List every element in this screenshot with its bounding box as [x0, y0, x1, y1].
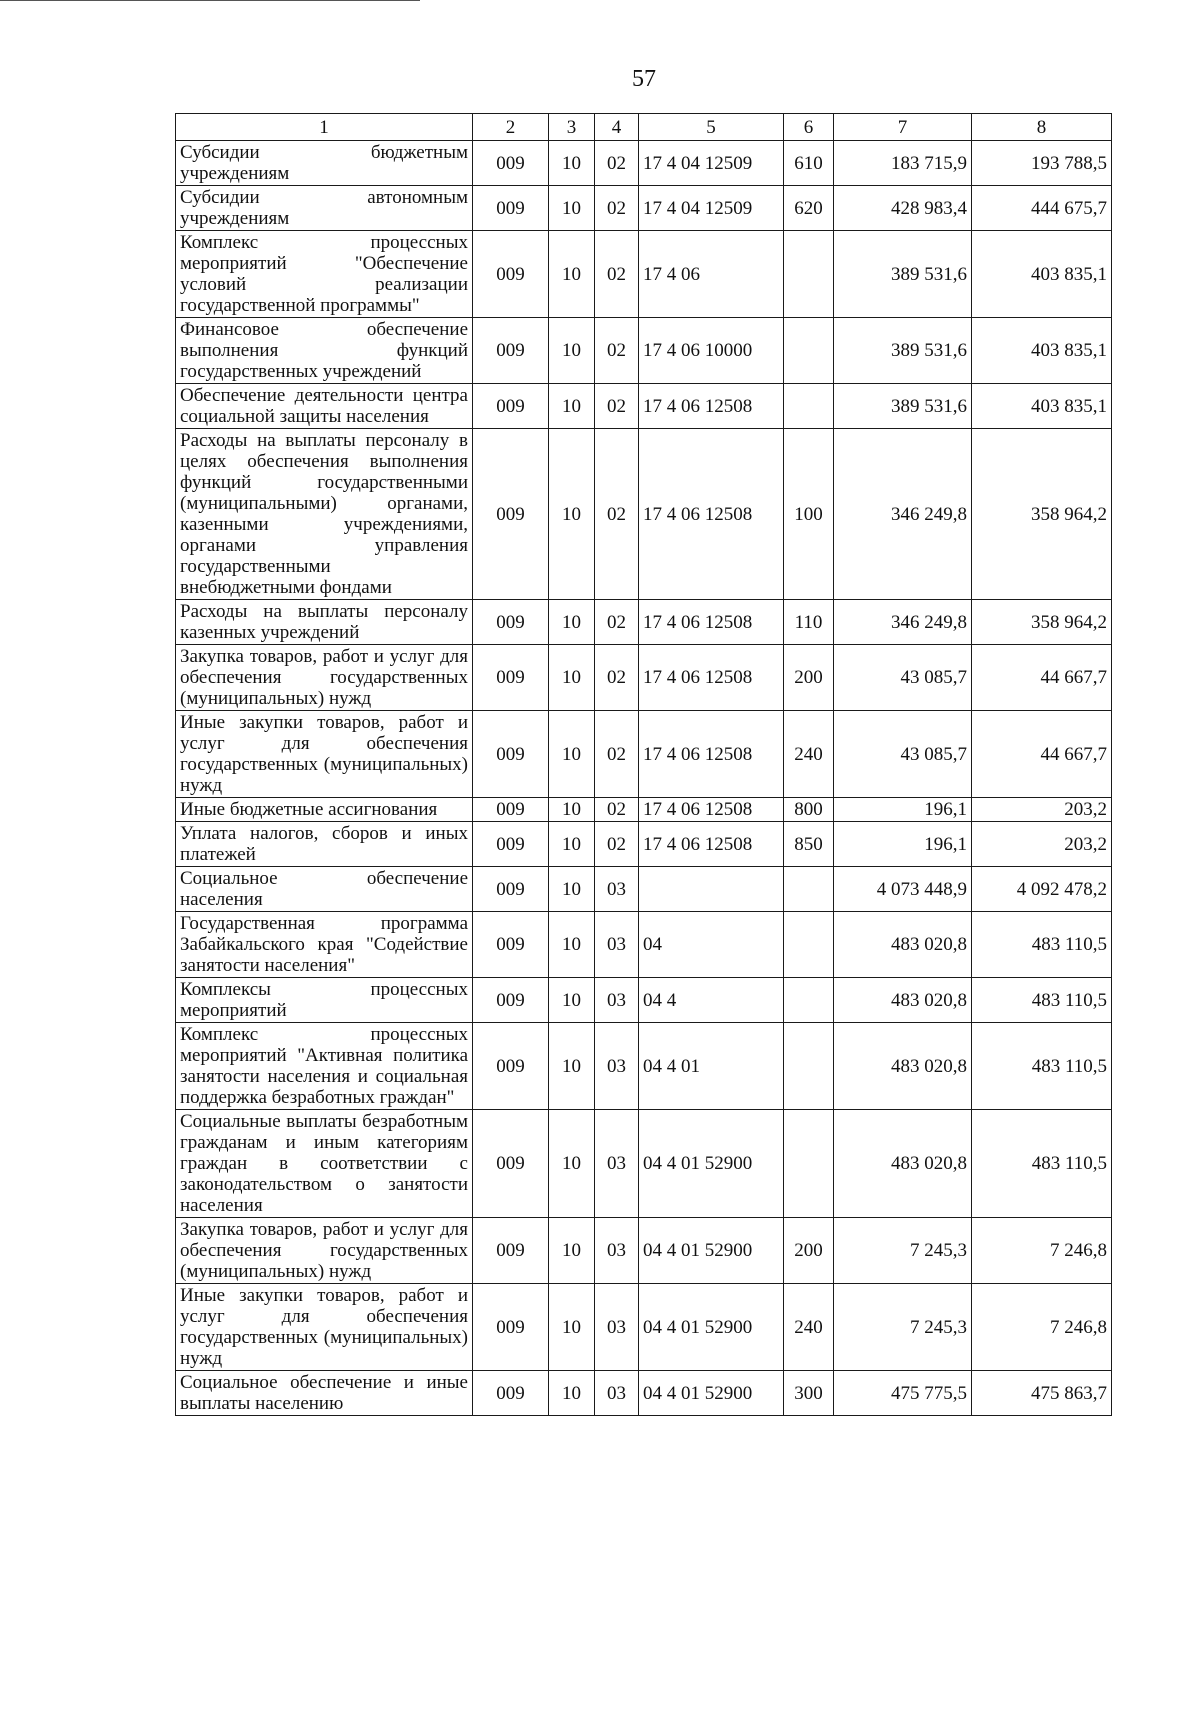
- cell-name: Обеспечение деятельности центра социальной защиты населения: [176, 384, 473, 429]
- cell-subsection: 03: [595, 1110, 639, 1218]
- cell-target-article: 17 4 06 12508: [639, 798, 784, 822]
- cell-subsection: 02: [595, 600, 639, 645]
- column-header: 3: [549, 114, 595, 141]
- cell-subsection: 03: [595, 1023, 639, 1110]
- cell-target-article: 17 4 04 12509: [639, 186, 784, 231]
- cell-name: Комплекс процессных мероприятий "Обеспечение условий реализации государственной программы": [176, 231, 473, 318]
- cell-section: 10: [549, 1218, 595, 1284]
- column-header: 2: [473, 114, 549, 141]
- cell-target-article: 17 4 06: [639, 231, 784, 318]
- cell-name: Государственная программа Забайкальского края "Содействие занятости населения": [176, 912, 473, 978]
- cell-expense-type: [784, 978, 834, 1023]
- cell-name: Финансовое обеспечение выполнения функций государственных учреждений: [176, 318, 473, 384]
- cell-section: 10: [549, 1110, 595, 1218]
- cell-expense-type: 240: [784, 1284, 834, 1371]
- cell-section: 10: [549, 231, 595, 318]
- cell-section: 10: [549, 600, 595, 645]
- cell-amount-year2: 44 667,7: [972, 711, 1112, 798]
- cell-name: Социальное обеспечение и иные выплаты населению: [176, 1371, 473, 1416]
- table-row: [176, 1284, 1112, 1371]
- cell-section: 10: [549, 978, 595, 1023]
- cell-name: Расходы на выплаты персоналу казенных учреждений: [176, 600, 473, 645]
- cell-ministry-code: 009: [473, 141, 549, 186]
- cell-expense-type: 200: [784, 1218, 834, 1284]
- cell-ministry-code: 009: [473, 798, 549, 822]
- cell-amount-year2: 403 835,1: [972, 384, 1112, 429]
- cell-amount-year1: 7 245,3: [834, 1284, 972, 1371]
- cell-amount-year2: 44 667,7: [972, 645, 1112, 711]
- cell-amount-year1: 483 020,8: [834, 1110, 972, 1218]
- cell-ministry-code: 009: [473, 978, 549, 1023]
- cell-ministry-code: 009: [473, 645, 549, 711]
- cell-amount-year1: 7 245,3: [834, 1218, 972, 1284]
- cell-ministry-code: 009: [473, 822, 549, 867]
- table-row: [176, 822, 1112, 867]
- cell-amount-year2: 483 110,5: [972, 1023, 1112, 1110]
- cell-amount-year2: 358 964,2: [972, 600, 1112, 645]
- cell-subsection: 03: [595, 978, 639, 1023]
- cell-amount-year1: 389 531,6: [834, 231, 972, 318]
- cell-subsection: 02: [595, 822, 639, 867]
- cell-amount-year2: 403 835,1: [972, 231, 1112, 318]
- column-header: 4: [595, 114, 639, 141]
- page-number: 57: [632, 66, 656, 92]
- cell-section: 10: [549, 912, 595, 978]
- cell-section: 10: [549, 798, 595, 822]
- cell-amount-year2: 7 246,8: [972, 1284, 1112, 1371]
- cell-target-article: 17 4 06 10000: [639, 318, 784, 384]
- cell-amount-year2: 203,2: [972, 822, 1112, 867]
- cell-target-article: 04 4 01 52900: [639, 1371, 784, 1416]
- cell-subsection: 02: [595, 429, 639, 600]
- table-body: [176, 141, 1112, 1416]
- table-row: [176, 186, 1112, 231]
- cell-expense-type: [784, 912, 834, 978]
- table-row: [176, 600, 1112, 645]
- cell-ministry-code: 009: [473, 1023, 549, 1110]
- cell-section: 10: [549, 1284, 595, 1371]
- table-row: [176, 231, 1112, 318]
- cell-amount-year2: 403 835,1: [972, 318, 1112, 384]
- cell-ministry-code: 009: [473, 318, 549, 384]
- cell-amount-year2: 4 092 478,2: [972, 867, 1112, 912]
- table-row: [176, 384, 1112, 429]
- cell-target-article: 17 4 06 12508: [639, 711, 784, 798]
- cell-subsection: 03: [595, 1371, 639, 1416]
- table-row: [176, 867, 1112, 912]
- cell-expense-type: 800: [784, 798, 834, 822]
- cell-target-article: 17 4 06 12508: [639, 645, 784, 711]
- cell-name: Иные бюджетные ассигнования: [176, 798, 473, 822]
- cell-amount-year1: 475 775,5: [834, 1371, 972, 1416]
- cell-ministry-code: 009: [473, 600, 549, 645]
- cell-subsection: 02: [595, 384, 639, 429]
- cell-expense-type: 620: [784, 186, 834, 231]
- cell-subsection: 02: [595, 186, 639, 231]
- cell-expense-type: 100: [784, 429, 834, 600]
- cell-ministry-code: 009: [473, 231, 549, 318]
- cell-expense-type: 200: [784, 645, 834, 711]
- cell-section: 10: [549, 318, 595, 384]
- cell-amount-year2: 7 246,8: [972, 1218, 1112, 1284]
- cell-section: 10: [549, 711, 595, 798]
- table-row: [176, 645, 1112, 711]
- cell-section: 10: [549, 1023, 595, 1110]
- cell-amount-year1: 43 085,7: [834, 645, 972, 711]
- cell-name: Расходы на выплаты персоналу в целях обеспечения выполнения функций государственными (муниципальными) органами, казенными учреждениями, органами управления государственными внебюджетными фондами: [176, 429, 473, 600]
- cell-target-article: 17 4 04 12509: [639, 141, 784, 186]
- cell-section: 10: [549, 645, 595, 711]
- column-header: 6: [784, 114, 834, 141]
- cell-expense-type: [784, 1110, 834, 1218]
- cell-ministry-code: 009: [473, 1371, 549, 1416]
- table-row: [176, 429, 1112, 600]
- cell-name: Иные закупки товаров, работ и услуг для обеспечения государственных (муниципальных) нужд: [176, 711, 473, 798]
- cell-expense-type: 850: [784, 822, 834, 867]
- cell-amount-year2: 483 110,5: [972, 978, 1112, 1023]
- cell-expense-type: [784, 231, 834, 318]
- cell-target-article: 04 4 01 52900: [639, 1284, 784, 1371]
- table-row: [176, 141, 1112, 186]
- cell-name: Уплата налогов, сборов и иных платежей: [176, 822, 473, 867]
- cell-name: Иные закупки товаров, работ и услуг для обеспечения государственных (муниципальных) нужд: [176, 1284, 473, 1371]
- cell-subsection: 02: [595, 711, 639, 798]
- table-row: [176, 711, 1112, 798]
- cell-name: Социальные выплаты безработным гражданам и иным категориям граждан в соответствии с законодательством о занятости населения: [176, 1110, 473, 1218]
- column-header: 1: [176, 114, 473, 141]
- budget-table: [175, 113, 1112, 1416]
- cell-subsection: 02: [595, 798, 639, 822]
- cell-name: Комплексы процессных мероприятий: [176, 978, 473, 1023]
- cell-section: 10: [549, 429, 595, 600]
- cell-subsection: 02: [595, 231, 639, 318]
- table-row: [176, 318, 1112, 384]
- table-row: [176, 1218, 1112, 1284]
- cell-target-article: 17 4 06 12508: [639, 429, 784, 600]
- cell-target-article: 17 4 06 12508: [639, 822, 784, 867]
- cell-amount-year1: 4 073 448,9: [834, 867, 972, 912]
- cell-target-article: 17 4 06 12508: [639, 384, 784, 429]
- cell-expense-type: [784, 384, 834, 429]
- cell-amount-year1: 43 085,7: [834, 711, 972, 798]
- cell-section: 10: [549, 186, 595, 231]
- cell-expense-type: [784, 1023, 834, 1110]
- cell-section: 10: [549, 822, 595, 867]
- cell-section: 10: [549, 867, 595, 912]
- cell-amount-year1: 389 531,6: [834, 384, 972, 429]
- table-row: [176, 1023, 1112, 1110]
- cell-subsection: 02: [595, 318, 639, 384]
- cell-name: Закупка товаров, работ и услуг для обеспечения государственных (муниципальных) нужд: [176, 645, 473, 711]
- cell-ministry-code: 009: [473, 1110, 549, 1218]
- cell-amount-year1: 183 715,9: [834, 141, 972, 186]
- column-header: 7: [834, 114, 972, 141]
- header-row: [176, 114, 1112, 141]
- table-row: [176, 1371, 1112, 1416]
- cell-subsection: 03: [595, 867, 639, 912]
- cell-expense-type: [784, 318, 834, 384]
- cell-amount-year2: 444 675,7: [972, 186, 1112, 231]
- cell-target-article: 04 4 01 52900: [639, 1218, 784, 1284]
- cell-section: 10: [549, 384, 595, 429]
- cell-amount-year2: 483 110,5: [972, 912, 1112, 978]
- cell-target-article: 04: [639, 912, 784, 978]
- cell-amount-year1: 428 983,4: [834, 186, 972, 231]
- cell-amount-year2: 475 863,7: [972, 1371, 1112, 1416]
- cell-amount-year2: 358 964,2: [972, 429, 1112, 600]
- cell-section: 10: [549, 1371, 595, 1416]
- cell-amount-year1: 483 020,8: [834, 912, 972, 978]
- cell-amount-year1: 196,1: [834, 798, 972, 822]
- cell-amount-year1: 483 020,8: [834, 978, 972, 1023]
- cell-target-article: 04 4 01: [639, 1023, 784, 1110]
- cell-ministry-code: 009: [473, 1284, 549, 1371]
- column-header: 8: [972, 114, 1112, 141]
- cell-ministry-code: 009: [473, 1218, 549, 1284]
- table-row: [176, 978, 1112, 1023]
- cell-ministry-code: 009: [473, 867, 549, 912]
- scan-edge-line: [0, 0, 420, 1]
- cell-amount-year1: 346 249,8: [834, 600, 972, 645]
- cell-subsection: 02: [595, 645, 639, 711]
- cell-amount-year1: 483 020,8: [834, 1023, 972, 1110]
- cell-ministry-code: 009: [473, 711, 549, 798]
- cell-amount-year1: 346 249,8: [834, 429, 972, 600]
- table-row: [176, 1110, 1112, 1218]
- cell-subsection: 03: [595, 1218, 639, 1284]
- cell-amount-year1: 389 531,6: [834, 318, 972, 384]
- cell-target-article: 17 4 06 12508: [639, 600, 784, 645]
- cell-amount-year1: 196,1: [834, 822, 972, 867]
- cell-amount-year2: 203,2: [972, 798, 1112, 822]
- cell-subsection: 02: [595, 141, 639, 186]
- cell-amount-year2: 483 110,5: [972, 1110, 1112, 1218]
- cell-name: Субсидии автономным учреждениям: [176, 186, 473, 231]
- cell-name: Комплекс процессных мероприятий "Активная политика занятости населения и социальная поддержка безработных граждан": [176, 1023, 473, 1110]
- cell-amount-year2: 193 788,5: [972, 141, 1112, 186]
- cell-expense-type: 610: [784, 141, 834, 186]
- table-row: [176, 912, 1112, 978]
- cell-expense-type: 240: [784, 711, 834, 798]
- cell-name: Социальное обеспечение населения: [176, 867, 473, 912]
- cell-target-article: 04 4: [639, 978, 784, 1023]
- cell-target-article: [639, 867, 784, 912]
- cell-expense-type: 110: [784, 600, 834, 645]
- cell-expense-type: [784, 867, 834, 912]
- table-row: [176, 798, 1112, 822]
- cell-ministry-code: 009: [473, 429, 549, 600]
- cell-name: Закупка товаров, работ и услуг для обеспечения государственных (муниципальных) нужд: [176, 1218, 473, 1284]
- cell-target-article: 04 4 01 52900: [639, 1110, 784, 1218]
- cell-expense-type: 300: [784, 1371, 834, 1416]
- cell-name: Субсидии бюджетным учреждениям: [176, 141, 473, 186]
- cell-ministry-code: 009: [473, 186, 549, 231]
- cell-ministry-code: 009: [473, 912, 549, 978]
- column-header: 5: [639, 114, 784, 141]
- cell-section: 10: [549, 141, 595, 186]
- cell-subsection: 03: [595, 912, 639, 978]
- cell-ministry-code: 009: [473, 384, 549, 429]
- cell-subsection: 03: [595, 1284, 639, 1371]
